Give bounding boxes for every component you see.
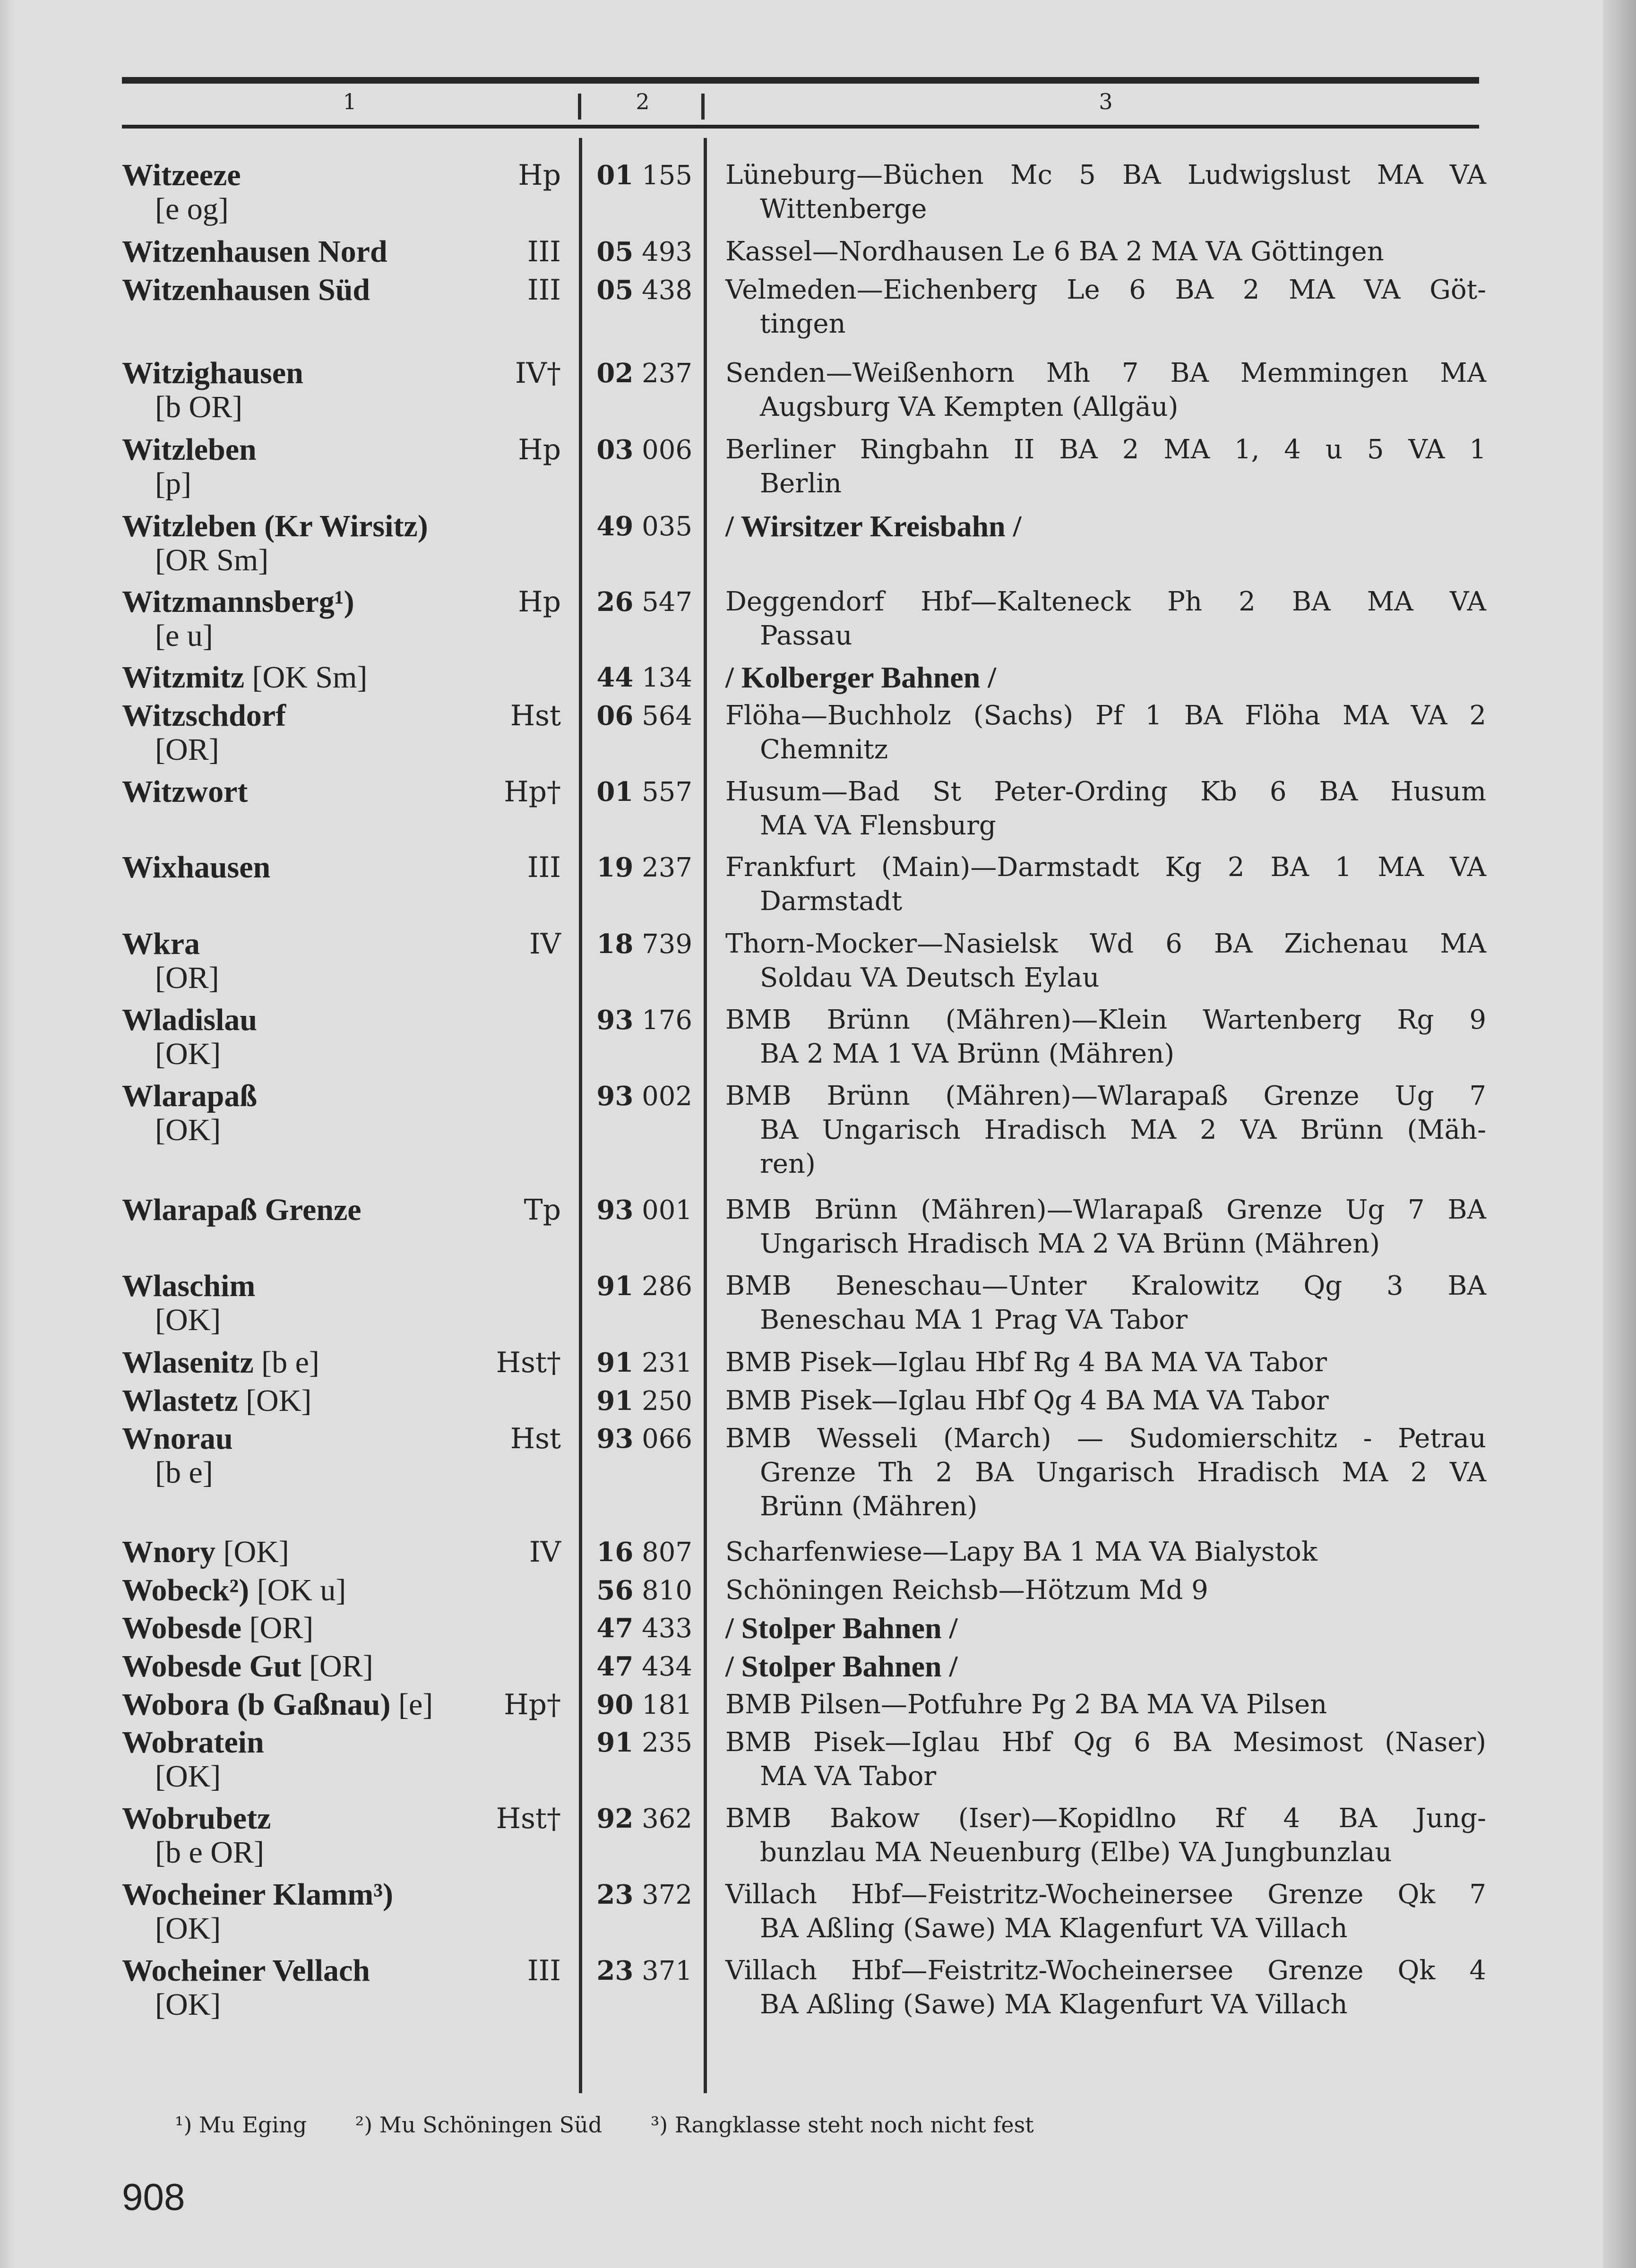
station-number [595,235,692,269]
station-number-suffix: 237 [642,358,692,389]
station-number-prefix: 91 [596,1727,634,1758]
station-name: Wobratein [122,1725,264,1760]
station-number-suffix: 235 [642,1727,692,1758]
description-line: Beneschau MA 1 Prag VA Tabor [760,1305,1188,1335]
station-description [725,1954,1486,2022]
description-line: Berlin [760,468,842,499]
station-name: Wocheiner Klamm³) [122,1877,393,1912]
station-name: Wlastetz [122,1383,238,1418]
station-class: III [527,1954,561,1987]
description-line: Brünn (Mähren) [760,1491,978,1522]
station-number-prefix: 90 [596,1689,634,1720]
station-number [595,1649,692,1684]
station-number-suffix: 181 [642,1690,692,1720]
station-tag: [OK] [155,1037,221,1071]
description-line: BMB Brünn (Mähren)—Wlarapaß Grenze Ug 7 BA [725,1194,1486,1225]
description-line: MA VA Tabor [760,1761,937,1792]
description-line: BMB Wesseli (March) — Sudomierschitz - Petrau [725,1423,1486,1454]
station-description [725,1649,1486,1684]
station-number-suffix: 434 [642,1651,692,1682]
station-name: Witzleben (Kr Wirsitz) [122,509,428,543]
station-number-prefix: 44 [596,662,634,693]
station-name: Wnorau [122,1421,233,1456]
station-description [725,1384,1486,1418]
station-number-suffix: 002 [642,1081,692,1112]
station-name: Wobeck²) [122,1573,250,1607]
station-description [725,1878,1486,1946]
station-number [595,356,692,391]
station-name-cell [122,1611,547,1645]
station-description [725,775,1486,843]
station-number-suffix: 372 [642,1880,692,1910]
station-number-suffix: 066 [642,1424,692,1454]
station-description [725,1079,1486,1181]
station-tag: [b e OR] [155,1835,264,1870]
station-tag: [b e] [155,1455,213,1490]
station-name: Witzleben [122,432,257,467]
description-line: BA Aßling (Sawe) MA Klagenfurt VA Villach [760,1989,1348,2020]
station-class: Hp [518,433,561,466]
station-tag: [e og] [155,192,229,226]
table-top-rule [122,77,1479,84]
station-number [595,1688,692,1722]
station-number [595,585,692,619]
station-number-prefix: 92 [596,1803,634,1834]
station-name: Witzenhausen Nord [122,234,387,269]
station-description [725,850,1486,919]
header-column-separator-2 [701,94,705,120]
description-line: Augsburg VA Kempten (Allgäu) [760,392,1179,422]
station-number [595,1346,692,1380]
station-class: III [527,274,561,307]
footnote-1: ¹) Mu Eging [175,2112,307,2138]
footnote-3: ³) Rangklasse steht noch nicht fest [650,2112,1034,2138]
station-tag: [b e] [261,1345,319,1380]
station-number-prefix: 02 [596,358,634,389]
station-number-prefix: 93 [596,1081,634,1112]
description-line: / Wirsitzer Kreisbahn / [725,509,1022,543]
station-number [595,1954,692,1988]
station-description [725,509,1486,543]
description-line: Kassel—Nordhausen Le 6 BA 2 MA VA Göttingen [725,236,1384,267]
description-line: tingen [760,309,846,339]
station-number [595,927,692,962]
description-line: Grenze Th 2 BA Ungarisch Hradisch MA 2 VA [760,1457,1486,1488]
station-number-suffix: 371 [642,1956,692,1986]
station-number-prefix: 01 [596,160,634,191]
station-name: Wlarapaß Grenze [122,1193,362,1227]
station-name: Witzwort [122,774,248,809]
station-number [595,1269,692,1304]
station-description [725,1802,1486,1870]
station-number-suffix: 134 [642,662,692,693]
station-class: Hst [510,699,561,732]
station-name: Witzschdorf [122,698,286,733]
station-tag: [e] [398,1687,433,1722]
station-name-cell [122,1269,547,1337]
station-number-suffix: 286 [642,1271,692,1302]
station-number [595,1802,692,1836]
description-line: BMB Brünn (Mähren)—Klein Wartenberg Rg 9 [725,1005,1486,1035]
station-tag: [OK u] [257,1573,346,1607]
column-separator-1 [579,138,582,2093]
station-number-prefix: 93 [596,1194,634,1226]
station-number-prefix: 91 [596,1271,634,1302]
station-number-prefix: 01 [596,776,634,808]
station-tag: [OR] [155,732,219,767]
station-name-cell [122,1878,547,1946]
description-line: BMB Pisek—Iglau Hbf Qg 6 BA Mesimost (Naser) [725,1727,1486,1758]
station-class: Hp† [504,1688,561,1721]
description-line: BMB Beneschau—Unter Kralowitz Qg 3 BA [725,1271,1486,1301]
station-description [725,1003,1486,1071]
station-number [595,1611,692,1646]
station-description [725,1726,1486,1794]
station-number-suffix: 176 [642,1005,692,1036]
station-number [595,1726,692,1760]
station-number-suffix: 155 [642,160,692,191]
station-class: Tp [524,1194,561,1227]
station-number-prefix: 26 [596,586,634,618]
header-column-separator-1 [578,94,581,120]
station-number-prefix: 23 [596,1879,634,1910]
description-line: BA 2 MA 1 VA Brünn (Mähren) [760,1039,1175,1069]
station-name-cell [122,1079,547,1147]
station-number-suffix: 547 [642,587,692,618]
station-name-cell [122,1573,547,1607]
description-line: Senden—Weißenhorn Mh 7 BA Memmingen MA [725,358,1486,388]
description-line: BA Aßling (Sawe) MA Klagenfurt VA Villach [760,1913,1348,1944]
description-line: Wittenberge [760,194,927,224]
station-class: IV† [515,357,561,390]
station-number [595,1573,692,1608]
description-line: BMB Pilsen—Potfuhre Pg 2 BA MA VA Pilsen [725,1689,1327,1720]
station-tag: [OK] [155,1303,221,1337]
station-class: IV [529,928,561,961]
station-number [595,699,692,733]
station-number-prefix: 91 [596,1347,634,1378]
station-description [725,661,1486,695]
station-description [725,1346,1486,1380]
station-number-suffix: 362 [642,1804,692,1834]
description-line: Deggendorf Hbf—Kalteneck Ph 2 BA MA VA [725,586,1486,617]
station-name: Wobrubetz [122,1801,271,1836]
station-description [725,356,1486,424]
station-number [595,1535,692,1570]
description-line: MA VA Flensburg [760,810,996,841]
station-name-cell [122,1649,547,1684]
description-line: Darmstadt [760,886,903,917]
station-description [725,1269,1486,1337]
description-line: / Stolper Bahnen / [725,1611,958,1645]
footnote-2: ²) Mu Schöningen Süd [355,2112,603,2138]
description-line: BMB Bakow (Iser)—Kopidlno Rf 4 BA Jung- [725,1803,1486,1834]
station-name-cell [122,1726,547,1794]
station-number-suffix: 035 [642,511,692,542]
description-line: Schöningen Reichsb—Hötzum Md 9 [725,1575,1208,1606]
station-name: Wladislau [122,1003,258,1037]
station-number [595,775,692,809]
station-number-suffix: 433 [642,1613,692,1644]
footnotes [175,2108,1451,2141]
station-description [725,1573,1486,1607]
station-number-suffix: 739 [642,929,692,960]
description-line: Soldau VA Deutsch Eylau [760,962,1100,993]
station-name: Wlasenitz [122,1345,254,1380]
station-class: Hp† [504,775,561,808]
description-line: Husum—Bad St Peter-Ording Kb 6 BA Husum [725,776,1486,807]
station-number [595,1422,692,1456]
station-tag: [OR] [249,1611,314,1645]
station-name: Wobesde Gut [122,1649,301,1684]
description-line: Flöha—Buchholz (Sachs) Pf 1 BA Flöha MA VA 2 [725,700,1486,731]
station-number-suffix: 564 [642,701,692,731]
description-line: Chemnitz [760,734,888,765]
station-tag: [e u] [155,619,213,653]
station-name: Witzeeze [122,158,241,192]
station-description [725,1688,1486,1722]
station-class: III [527,235,561,268]
station-number-prefix: 05 [596,236,634,267]
station-tag: [b OR] [155,390,243,424]
station-number [595,850,692,885]
station-number [595,158,692,193]
station-number-prefix: 91 [596,1385,634,1417]
station-number-prefix: 47 [596,1651,634,1682]
station-tag: [OK] [223,1535,289,1569]
station-tag: [OK] [246,1383,312,1418]
station-number-prefix: 56 [596,1575,634,1606]
column-number-1: 1 [343,89,357,114]
description-line: / Kolberger Bahnen / [725,661,997,694]
station-name: Witzmannsberg¹) [122,584,354,619]
description-line: Passau [760,620,852,651]
station-number [595,1878,692,1912]
station-tag: [OK] [155,1113,221,1147]
station-number [595,661,692,695]
description-line: Velmeden—Eichenberg Le 6 BA 2 MA VA Göt- [725,275,1486,305]
station-description [725,235,1486,269]
column-number-3: 3 [1099,89,1113,114]
station-name: Wobesde [122,1611,242,1645]
description-line: / Stolper Bahnen / [725,1649,958,1683]
station-number-prefix: 23 [596,1955,634,1986]
description-line: BMB Pisek—Iglau Hbf Qg 4 BA MA VA Tabor [725,1385,1329,1416]
station-description [725,433,1486,501]
station-tag: [p] [155,466,191,501]
station-name: Wlarapaß [122,1079,258,1113]
description-line: BMB Pisek—Iglau Hbf Rg 4 BA MA VA Tabor [725,1347,1327,1378]
station-number-prefix: 18 [596,928,634,960]
station-name-cell [122,661,547,695]
station-number [595,1193,692,1228]
station-number-suffix: 231 [642,1348,692,1378]
station-name-cell [122,509,547,577]
station-number-suffix: 810 [642,1575,692,1606]
station-tag: [OK Sm] [252,660,368,695]
station-number-suffix: 557 [642,777,692,808]
station-class: IV [529,1536,561,1569]
station-description [725,699,1486,767]
description-line: Thorn-Mocker—Nasielsk Wd 6 BA Zichenau MA [725,928,1486,959]
station-description [725,1422,1486,1524]
description-line: Lüneburg—Büchen Mc 5 BA Ludwigslust MA VA [725,160,1486,190]
station-name: Wkra [122,927,200,961]
station-number-suffix: 250 [642,1386,692,1417]
station-tag: [OK] [155,1759,221,1794]
station-description [725,1193,1486,1261]
station-class: Hp [518,585,561,619]
station-number-prefix: 47 [596,1613,634,1644]
description-line: Frankfurt (Main)—Darmstadt Kg 2 BA 1 MA VA [725,852,1486,883]
station-number-prefix: 16 [596,1537,634,1568]
station-tag: [OK] [155,1911,221,1946]
table-header-rule [122,125,1479,129]
station-number-suffix: 001 [642,1195,692,1226]
description-line: BA Ungarisch Hradisch MA 2 VA Brünn (Mäh- [760,1115,1486,1145]
station-description [725,273,1486,341]
description-line: BMB Brünn (Mähren)—Wlarapaß Grenze Ug 7 [725,1081,1486,1111]
station-number [595,273,692,308]
station-number-prefix: 49 [596,511,634,542]
station-number [595,1384,692,1418]
description-line: Ungarisch Hradisch MA 2 VA Brünn (Mähren) [760,1228,1380,1259]
description-line: Scharfenwiese—Lapy BA 1 MA VA Bialystok [725,1537,1317,1567]
station-tag: [OR Sm] [155,543,269,577]
station-description [725,158,1486,226]
station-tag: [OR] [155,961,219,995]
station-number-prefix: 93 [596,1005,634,1036]
station-description [725,585,1486,653]
station-name: Wlaschim [122,1269,256,1303]
station-tag: [OK] [155,1987,221,2022]
station-class: Hst† [496,1802,561,1835]
station-number-prefix: 06 [596,700,634,731]
station-number-prefix: 03 [596,434,634,465]
station-number-suffix: 237 [642,852,692,883]
station-number-suffix: 807 [642,1537,692,1568]
station-description [725,1611,1486,1645]
station-class: III [527,851,561,884]
station-name-cell [122,1003,547,1071]
station-number [595,509,692,544]
station-tag: [OR] [309,1649,373,1684]
station-name: Wocheiner Vellach [122,1953,370,1988]
station-description [725,1535,1486,1569]
page-edge-shadow-left [0,0,14,2268]
description-line: Villach Hbf—Feistritz-Wocheinersee Grenze Qk 7 [725,1879,1486,1910]
station-number-suffix: 438 [642,275,692,306]
description-line: Berliner Ringbahn II BA 2 MA 1, 4 u 5 VA 1 [725,434,1486,465]
station-class: Hp [518,159,561,192]
column-separator-2 [704,138,707,2093]
page-edge-shadow-right [1603,0,1636,2268]
description-line: bunzlau MA Neuenburg (Elbe) VA Jungbunzlau [760,1837,1392,1868]
station-name: Witzmitz [122,660,245,695]
description-line: Villach Hbf—Feistritz-Wocheinersee Grenze Qk 4 [725,1955,1486,1986]
station-number [595,1079,692,1114]
station-name-cell [122,1384,547,1418]
page-number: 908 [122,2176,185,2218]
station-name: Wixhausen [122,850,271,885]
station-number-suffix: 006 [642,435,692,465]
station-description [725,927,1486,995]
station-name: Wobora (b Gaßnau) [122,1687,391,1722]
station-number-prefix: 93 [596,1423,634,1454]
station-number [595,433,692,467]
station-number [595,1003,692,1038]
station-name: Witzighausen [122,356,303,390]
station-class: Hst† [496,1346,561,1379]
column-number-2: 2 [636,89,650,114]
station-number-prefix: 05 [596,275,634,306]
description-line: ren) [760,1149,816,1179]
station-number-prefix: 19 [596,852,634,883]
station-class: Hst [510,1422,561,1455]
station-number-suffix: 493 [642,237,692,267]
station-name: Witzenhausen Süd [122,273,370,307]
station-name: Wnory [122,1535,215,1569]
